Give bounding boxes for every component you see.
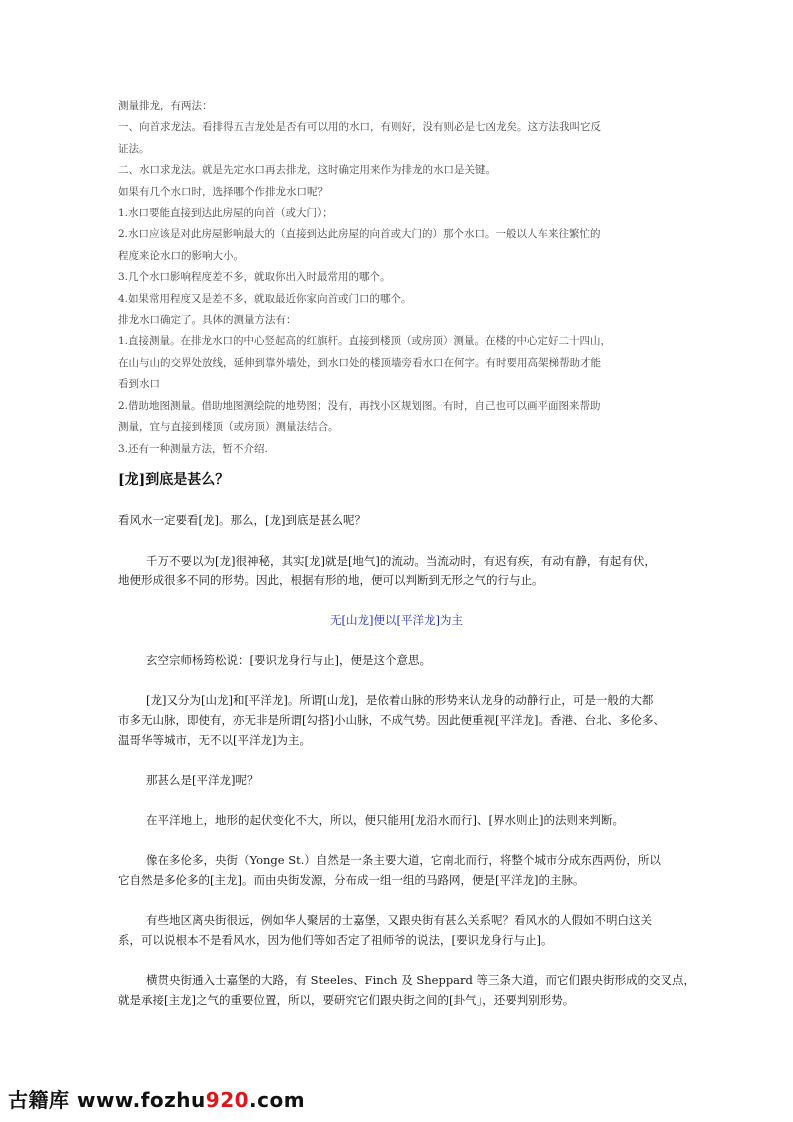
logo-suffix: .com bbox=[249, 1088, 306, 1112]
paragraph-line: 横贯央街通入士嘉堡的大路，有 Steeles、Finch 及 Sheppard 等三条大道，而它们跟央街形成的交叉点， bbox=[146, 973, 696, 987]
paragraph-line: 像在多伦多，央街（Yonge St.）自然是一条主要大道，它南北而行，将整个城市分成东西两份，所以 bbox=[146, 853, 661, 867]
paragraph-line: 就是承接[主龙]之气的重要位置，所以，要研究它们跟央街之间的[卦气」，还要判别形势。 bbox=[118, 993, 575, 1007]
paragraph-line: 千万不要以为[龙]很神秘，其实[龙]就是[地气]的流动。当流动时，有迟有疾，有动有静，有起有伏， bbox=[146, 554, 656, 568]
paragraph-line: 温哥华等城市，无不以[平洋龙]为主。 bbox=[118, 733, 311, 747]
intro-section bbox=[118, 96, 678, 460]
intro-line: 1.水口要能直接到达此房屋的向首（或大门）； bbox=[118, 207, 333, 220]
paragraph-line: 市多无山脉，即使有，亦无非是所谓[勾搭]小山脉，不成气势。因此便重视[平洋龙]。香港、台北、多伦多、 bbox=[118, 713, 665, 727]
paragraph-line: 在平洋地上，地形的起伏变化不大，所以，便只能用[龙沿水而行]、[界水则止]的法则来判断。 bbox=[146, 813, 624, 827]
intro-line: 程度来论水口的影响大小。 bbox=[118, 249, 244, 262]
intro-line: 3.还有一种测量方法，暂不介绍. bbox=[118, 442, 268, 455]
paragraph-line: [龙]又分为[山龙]和[平洋龙]。所谓[山龙]，是依着山脉的形势来认龙身的动静行止，可是一般的大都 bbox=[146, 693, 654, 707]
paragraph-line: 有些地区离央街很远，例如华人聚居的士嘉堡，又跟央街有甚么关系呢？看风水的人假如不明白这关 bbox=[146, 913, 652, 927]
paragraph-line: 地便形成很多不同的形势。因此，根据有形的地，便可以判断到无形之气的行与止。 bbox=[118, 573, 544, 587]
paragraph-line: 它自然是多伦多的[主龙]。而由央街发源，分布成一组一组的马路网，便是[平洋龙]的主脉。 bbox=[118, 873, 585, 887]
intro-line: 测量，宜与直接到楼顶（或房顶）测量法结合。 bbox=[118, 421, 339, 434]
logo-text: 古籍库 www.fozhu bbox=[8, 1088, 206, 1112]
paragraph-line: 那甚么是[平洋龙]呢？ bbox=[146, 773, 259, 787]
subsection-title: 无[山龙]便以[平洋龙]为主 bbox=[330, 613, 463, 627]
intro-line: 3.几个水口影响程度差不多，就取你出入时最常用的哪个。 bbox=[118, 271, 391, 284]
paragraph-line: 看风水一定要看[龙]。那么，[龙]到底是甚么呢？ bbox=[118, 513, 366, 527]
intro-line: 在山与山的交界处放线，延伸到靠外墙处，到水口处的楼顶墙旁看水口在何字。有时要用高架梯帮助才能 bbox=[118, 356, 601, 369]
intro-line: 2.借助地图测量。借助地图测绘院的地势图；没有，再找小区规划图。有时，自己也可以画平面图来帮助 bbox=[118, 399, 601, 412]
intro-line: 证法。 bbox=[118, 142, 150, 155]
section-heading: [龙]到底是甚么？ bbox=[118, 472, 230, 488]
intro-line: 排龙水口确定了。具体的测量方法有： bbox=[118, 314, 297, 327]
intro-line: 测量排龙，有两法： bbox=[118, 100, 213, 112]
intro-line: 一、向首求龙法。看排得五吉龙处是否有可以用的水口，有则好，没有则必是七凶龙矣。这方法我叫它反 bbox=[118, 121, 601, 134]
logo-accent: 920 bbox=[205, 1088, 250, 1112]
intro-line: 2.水口应该是对此房屋影响最大的（直接到达此房屋的向首或大门的）那个水口。一般以人车来往繁忙的 bbox=[118, 228, 601, 241]
intro-line: 1.直接测量。在排龙水口的中心竖起高的红旗杆。直接到楼顶（或房顶）测量。在楼的中心定好二十四山， bbox=[118, 335, 612, 348]
intro-line: 如果有几个水口时，选择哪个作排龙水口呢？ bbox=[118, 185, 328, 198]
intro-line: 二、水口求龙法。就是先定水口再去排龙，这时确定用来作为排龙的水口是关键。 bbox=[118, 164, 496, 177]
paragraph-line: 系，可以说根本不是看风水，因为他们等如否定了祖师爷的说法，[要识龙身行与止]。 bbox=[118, 933, 553, 947]
site-logo[interactable] bbox=[8, 1086, 305, 1114]
intro-line: 4.如果常用程度又是差不多，就取最近你家向首或门口的哪个。 bbox=[118, 292, 412, 305]
intro-line: 看到水口 bbox=[118, 378, 160, 391]
paragraph-line: 玄空宗师杨筠松说：[要识龙身行与止]，便是这个意思。 bbox=[146, 653, 431, 667]
